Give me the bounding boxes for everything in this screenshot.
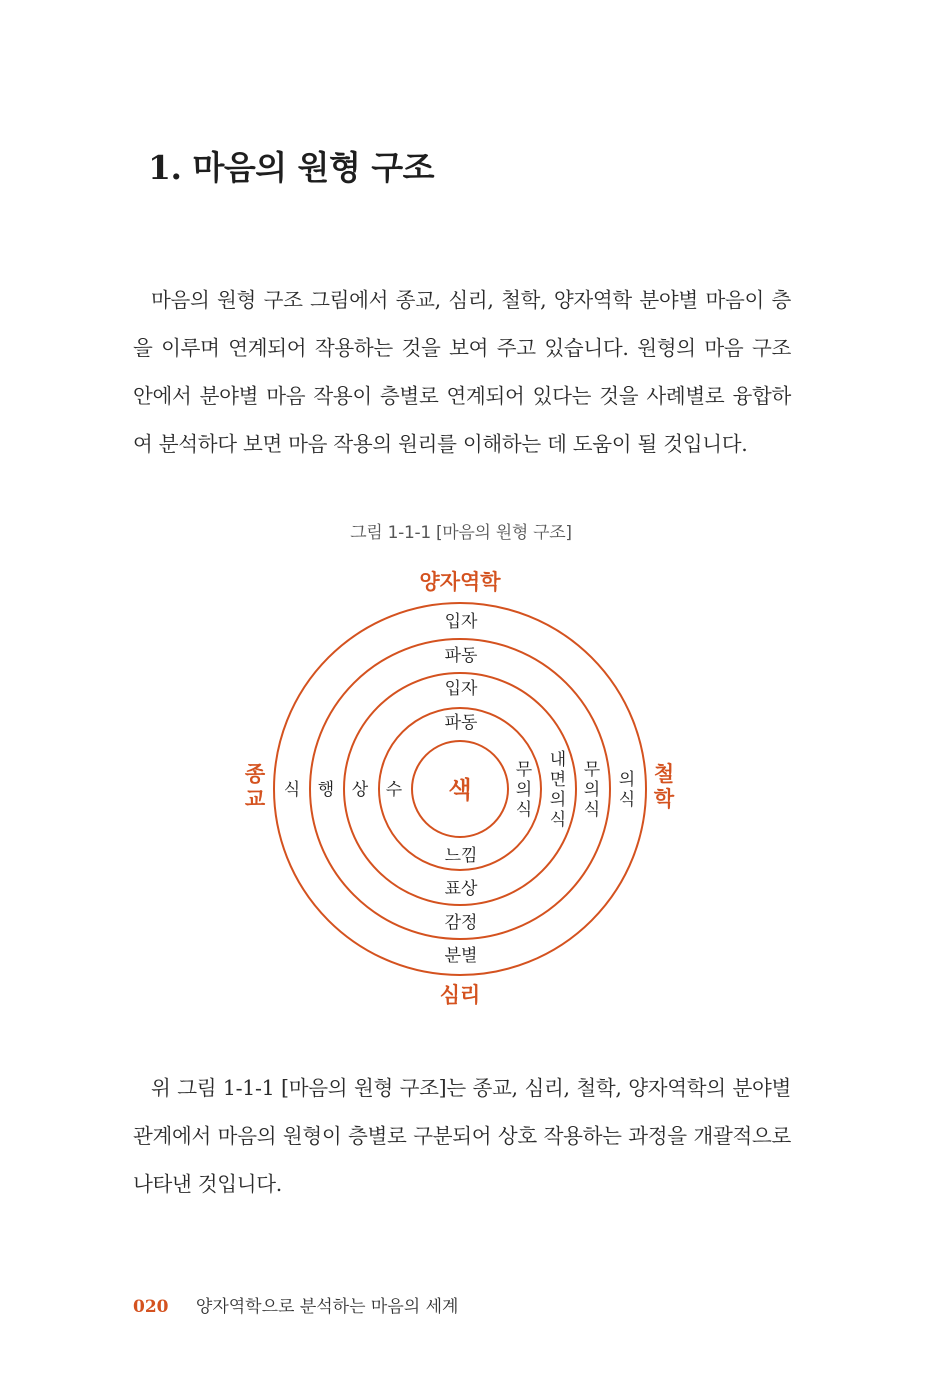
svg-text:학: 학 [653,787,675,811]
label-psychology: 심리 [439,983,481,1007]
svg-text:무: 무 [583,760,601,780]
page-footer [133,1292,458,1317]
right-label-inner-consciousness [550,749,566,830]
left-label: 행 [317,780,335,800]
top-label: 파동 [444,646,478,666]
svg-text:식: 식 [583,800,601,820]
intro-paragraph: 마음의 원형 구조 그림에서 종교, 심리, 철학, 양자역학 분야별 마음이 층을 이루며 연계되어 작용하는 것을 보여 주고 있습니다. 원형의 마음 구조 안에서 분야별 마음 작용이 층별로 연계되어 있다는 것을 사례별로 융합하여 분석하다 보면 마음 작용의 원리를 이해하는 데 도움이 될 것입니다. [133,288,791,456]
svg-text:무: 무 [515,760,533,780]
bottom-label: 느낌 [444,846,478,866]
left-label: 수 [385,780,403,800]
left-label: 식 [283,780,301,800]
svg-text:의: 의 [515,780,533,800]
svg-text:식: 식 [549,810,567,830]
svg-text:식: 식 [515,800,533,820]
label-religion [245,762,266,811]
bottom-label: 분별 [444,946,478,966]
svg-text:의: 의 [549,790,567,810]
right-label-consciousness [619,769,635,810]
svg-text:의: 의 [618,770,636,790]
section-heading: 1. 마음의 원형 구조 [148,148,435,187]
svg-text:종: 종 [244,762,266,786]
svg-text:철: 철 [653,762,675,786]
svg-text:의: 의 [583,780,601,800]
top-label: 파동 [444,713,478,733]
explanation-paragraph: 위 그림 1-1-1 [마음의 원형 구조]는 종교, 심리, 철학, 양자역학의 분야별 관계에서 마음의 원형이 층별로 구분되어 상호 작용하는 과정을 개괄적으로 나타낸 것입니다. [133,1076,791,1196]
bottom-label: 감정 [444,913,478,933]
top-label: 입자 [444,679,478,699]
svg-text:식: 식 [618,790,636,810]
svg-text:교: 교 [244,787,266,811]
svg-text:내: 내 [549,750,567,770]
center-label: 색 [448,776,472,804]
left-label: 상 [351,780,369,800]
page-number: 020 [133,1297,169,1317]
label-philosophy [653,762,675,811]
bottom-label: 표상 [444,879,478,899]
svg-text:면: 면 [549,770,567,790]
book-title: 양자역학으로 분석하는 마음의 세계 [195,1297,459,1317]
right-label-unconscious-outer [584,760,601,820]
figure-caption: 그림 1-1-1 [마음의 원형 구조] [350,523,572,543]
label-quantum: 양자역학 [419,570,501,594]
right-label-unconscious-inner [516,760,533,820]
top-label: 입자 [444,612,478,632]
